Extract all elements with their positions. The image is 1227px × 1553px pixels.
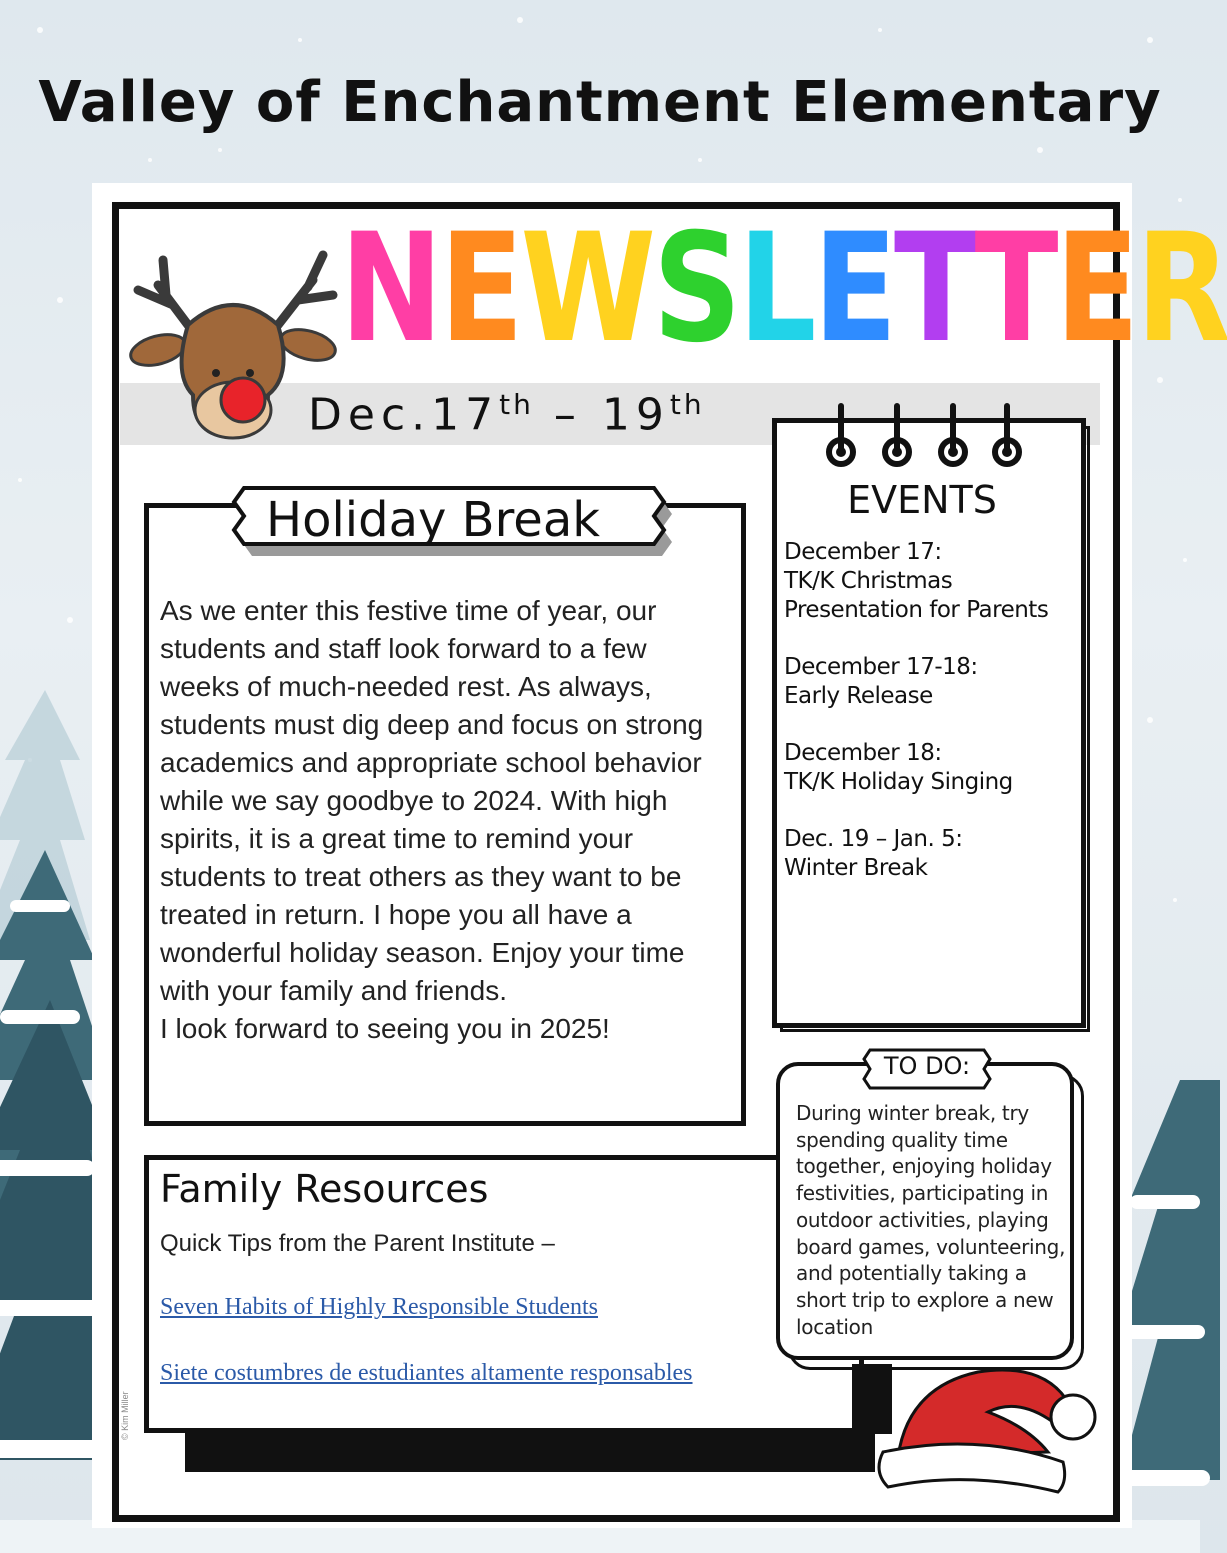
event-description: TK/K Holiday Singing (784, 769, 1013, 795)
event-date: Dec. 19 – Jan. 5: (784, 826, 963, 852)
todo-label: TO DO: (883, 1052, 971, 1080)
event-item (784, 653, 1069, 711)
newsletter-title-letter: N (340, 202, 440, 376)
family-resources-subtitle: Quick Tips from the Parent Institute – (160, 1230, 555, 1257)
newsletter-title-letter: L (738, 202, 814, 376)
event-item (784, 538, 1069, 625)
reindeer-icon (118, 245, 348, 445)
event-item (784, 825, 1069, 883)
event-description: TK/K Christmas Presentation for Parents (784, 568, 1049, 623)
newsletter-title-letter: E (439, 202, 521, 376)
newsletter-title-letter: E (813, 202, 894, 376)
holiday-break-paragraph: As we enter this festive time of year, our students and staff look forward to a few weeks of much-needed rest. As always, students must dig deep and focus on strong academics and appropriate school behavior while we say goodbye to 2024. With high spirits, it is a great time to remind your students to treat others as they want to be treated in return. I hope you all have a wonderful holiday season. Enjoy your time with your family and friends. (160, 595, 704, 1006)
holiday-break-title: Holiday Break (266, 492, 601, 548)
date-start-suffix: th (499, 388, 534, 421)
newsletter-title-letter: T (974, 202, 1056, 376)
date-separator: – (533, 389, 602, 441)
family-resources-title: Family Resources (160, 1167, 489, 1211)
date-range (308, 388, 705, 441)
date-end: 19 (601, 389, 670, 441)
newsletter-title-letter: S (652, 202, 739, 376)
event-description: Winter Break (784, 855, 928, 881)
santa-hat-icon (868, 1352, 1103, 1502)
link-seven-habits-english[interactable]: Seven Habits of Highly Responsible Students (160, 1294, 598, 1320)
events-title: EVENTS (847, 478, 997, 522)
event-description: Early Release (784, 683, 933, 709)
date-end-suffix: th (669, 388, 705, 421)
events-list (784, 538, 1069, 911)
date-start: Dec.17 (308, 389, 500, 441)
event-date: December 18: (784, 740, 942, 766)
newsletter-title-letter: T (893, 202, 975, 376)
event-item (784, 739, 1069, 797)
pine-tree-right-icon (1120, 1080, 1220, 1486)
link-seven-habits-spanish[interactable]: Siete costumbres de estudiantes altamente responsables (160, 1360, 693, 1386)
copyright-note: © Kim Miller (120, 1391, 130, 1440)
newsletter-title (340, 202, 1227, 376)
event-date: December 17: (784, 539, 942, 565)
notebook-rings-icon (815, 400, 1030, 475)
todo-text: During winter break, try spending quality time together, enjoying holiday festivities, participating in outdoor activities, playing board games, volunteering, and potentially taking a short trip to explore a new location (796, 1101, 1066, 1339)
newsletter-title-letter: E (1055, 202, 1136, 376)
newsletter-title-letter: R (1135, 202, 1227, 376)
holiday-break-body (160, 592, 730, 1048)
event-date: December 17-18: (784, 654, 978, 680)
newsletter-title-letter: W (520, 202, 653, 376)
school-name-heading: Valley of Enchantment Elementary (38, 70, 1162, 135)
holiday-break-closing: I look forward to seeing you in 2025! (160, 1013, 610, 1044)
